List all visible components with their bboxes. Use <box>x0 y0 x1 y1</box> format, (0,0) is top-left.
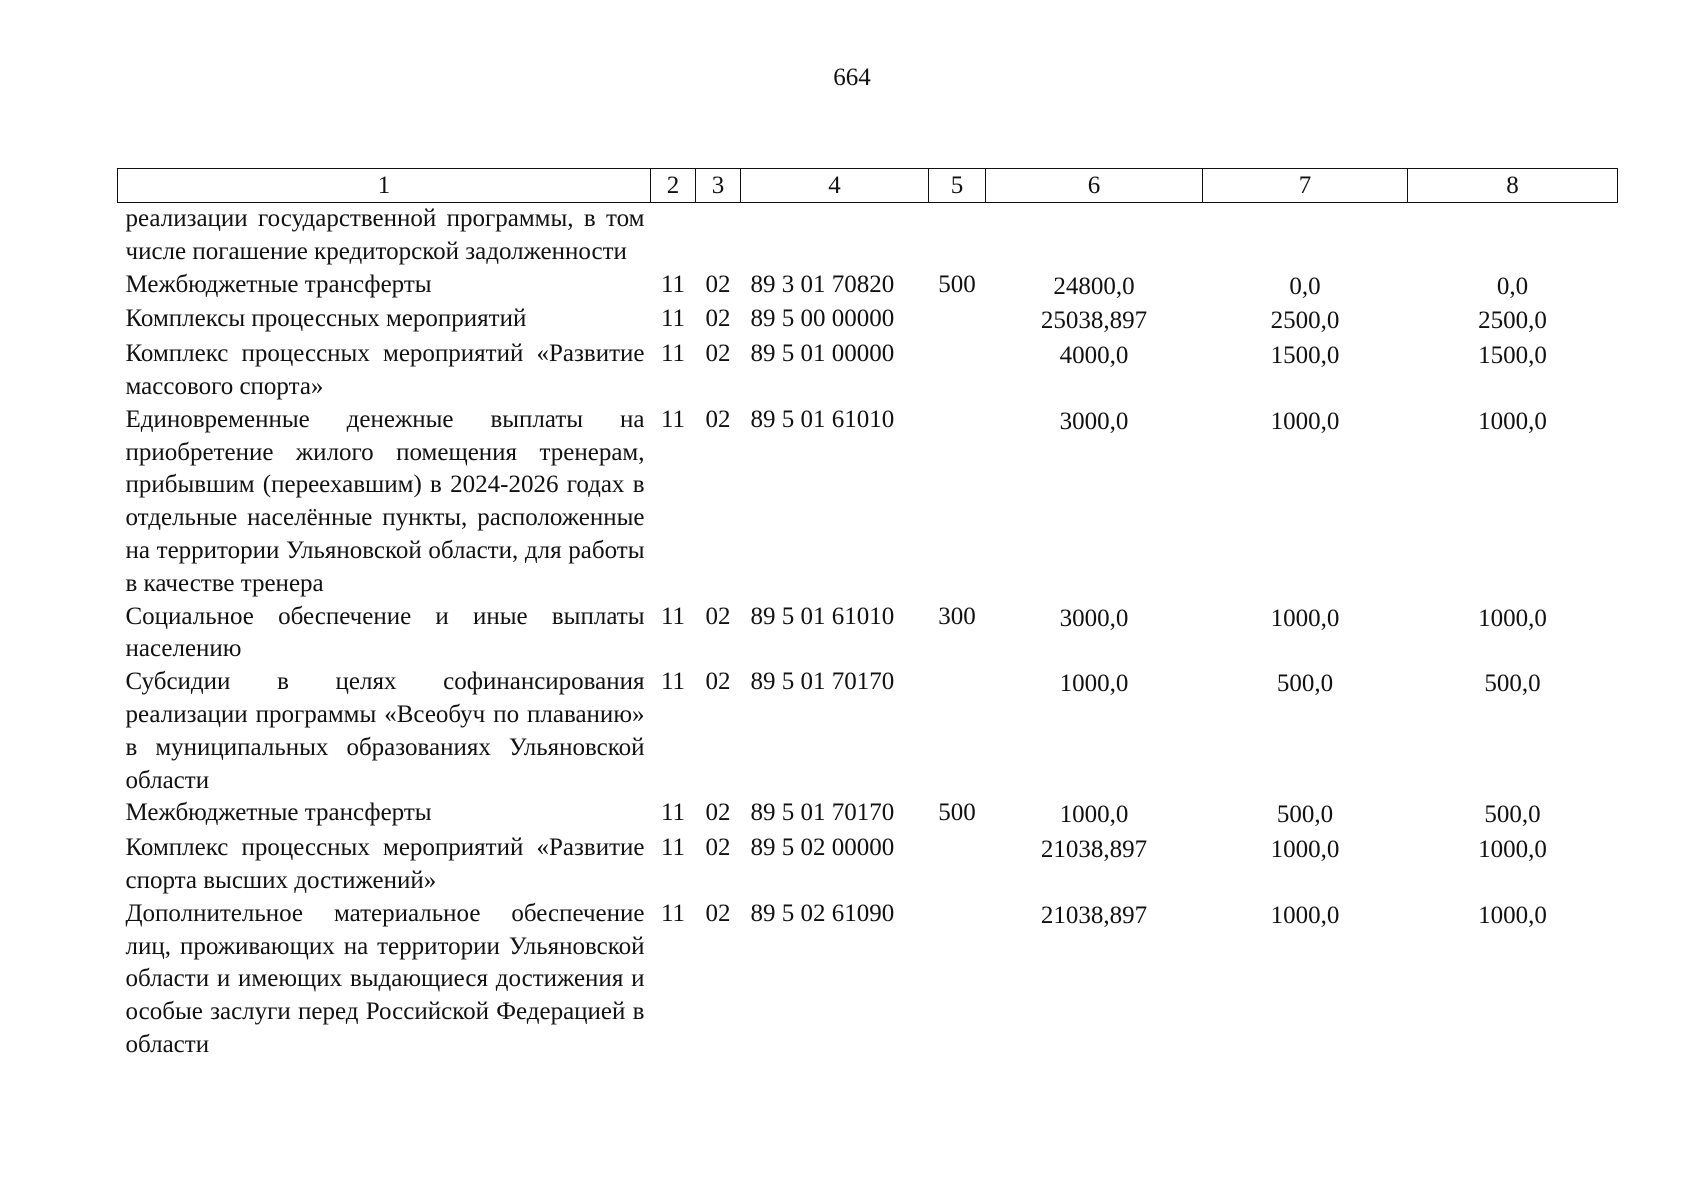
row-code: 89 5 01 00000 <box>750 340 895 368</box>
row-col-5 <box>929 203 986 269</box>
budget-table <box>117 168 1618 1062</box>
row-col-3: 02 <box>705 899 731 927</box>
row-code: 89 5 01 61010 <box>750 405 895 433</box>
row-col-6: 3000,0 <box>1059 604 1129 632</box>
row-col-8: 1000,0 <box>1478 901 1547 929</box>
row-col-5 <box>929 404 986 601</box>
header-col-5: 5 <box>929 169 986 203</box>
row-col-6: 3000,0 <box>1059 407 1129 435</box>
row-col-3: 02 <box>705 305 731 333</box>
header-col-3: 3 <box>696 169 741 203</box>
row-col-2: 11 <box>660 270 686 298</box>
row-col-7: 1000,0 <box>1270 604 1340 632</box>
row-col-2: 11 <box>660 340 686 368</box>
row-col-2: 11 <box>660 305 686 333</box>
row-col-5 <box>929 338 986 404</box>
row-col-5 <box>929 666 986 797</box>
row-col-8: 0,0 <box>1496 272 1529 300</box>
row-col-6: 1000,0 <box>1059 801 1129 829</box>
row-col-7: 500,0 <box>1276 801 1334 829</box>
row-col-2 <box>651 203 696 269</box>
table-row <box>118 797 1618 832</box>
table-row <box>118 601 1618 667</box>
page-number: 664 <box>833 64 871 91</box>
row-col-5 <box>929 303 986 338</box>
row-col-2: 11 <box>660 899 686 927</box>
table-row <box>118 338 1618 404</box>
header-col-2: 2 <box>651 169 696 203</box>
table-header-row <box>118 169 1618 203</box>
table-row <box>118 404 1618 601</box>
row-col-6: 4000,0 <box>1059 342 1129 370</box>
row-col-7: 500,0 <box>1276 670 1334 698</box>
row-description: Межбюджетные трансферты <box>125 799 432 827</box>
row-code: 89 5 01 61010 <box>750 602 895 630</box>
row-col-2: 11 <box>660 602 686 630</box>
table-row <box>118 898 1618 1062</box>
row-col-7: 0,0 <box>1289 272 1321 300</box>
row-description: реализации государственной программы, в том числе погашение кредиторской задолженности <box>125 205 645 265</box>
header-col-8: 8 <box>1408 169 1618 203</box>
row-col-2: 11 <box>660 799 686 827</box>
row-col-8: 1000,0 <box>1478 407 1547 435</box>
row-description: Комплексы процессных мероприятий <box>125 305 527 333</box>
row-code: 89 5 01 70170 <box>750 668 895 696</box>
row-col-6 <box>986 203 1203 269</box>
header-col-6: 6 <box>986 169 1203 203</box>
row-code: 89 5 01 70170 <box>750 799 895 827</box>
row-col-8 <box>1408 203 1618 269</box>
header-col-4: 4 <box>741 169 929 203</box>
row-col-5: 300 <box>938 602 976 630</box>
row-code: 89 3 01 70820 <box>750 270 895 298</box>
row-description: Социальное обеспечение и иные выплаты населению <box>125 602 645 663</box>
row-code <box>741 203 929 269</box>
row-description: Единовременные денежные выплаты на приобретение жилого помещения тренерам, прибывшим (переехавшим) в 2024-2026 годах в отдельные населённые пункты, расположенные на территории Ульяновской области, для работы в качестве тренера <box>125 405 645 597</box>
row-description: Комплекс процессных мероприятий «Развитие спорта высших достижений» <box>125 834 645 894</box>
row-col-5: 500 <box>938 270 976 298</box>
row-code: 89 5 02 00000 <box>750 834 895 862</box>
table-row <box>118 832 1618 898</box>
table-row <box>118 269 1618 304</box>
row-col-7: 1000,0 <box>1270 901 1340 929</box>
row-description: Межбюджетные трансферты <box>125 270 432 298</box>
row-col-3: 02 <box>705 340 731 368</box>
row-col-3: 02 <box>705 602 731 630</box>
row-description: Комплекс процессных мероприятий «Развитие массового спорта» <box>125 340 645 400</box>
row-col-3: 02 <box>705 668 731 696</box>
row-col-6: 1000,0 <box>1059 670 1129 698</box>
row-description: Дополнительное материальное обеспечение лиц, проживающих на территории Ульяновской области и имеющих выдающиеся достижения и особые заслуги перед Российской Федерацией в области <box>125 899 645 1058</box>
table-row <box>118 666 1618 797</box>
row-col-6: 24800,0 <box>1053 272 1135 300</box>
header-col-7: 7 <box>1203 169 1408 203</box>
table-row <box>118 303 1618 338</box>
row-code: 89 5 02 61090 <box>750 899 895 927</box>
row-code: 89 5 00 00000 <box>750 305 895 333</box>
row-col-2: 11 <box>660 668 686 696</box>
header-col-1: 1 <box>118 169 651 203</box>
row-col-3: 02 <box>705 270 731 298</box>
row-col-7: 1000,0 <box>1270 836 1340 864</box>
row-col-3: 02 <box>705 799 731 827</box>
row-col-5 <box>929 898 986 1062</box>
row-col-3 <box>696 203 741 269</box>
row-col-8: 1500,0 <box>1478 342 1547 370</box>
row-col-2: 11 <box>660 834 686 862</box>
row-col-6: 21038,897 <box>1040 836 1148 864</box>
row-col-2: 11 <box>660 405 686 433</box>
row-col-7: 2500,0 <box>1270 307 1340 335</box>
row-description: Субсидии в целях софинансирования реализации программы «Всеобуч по плаванию» в муниципальных образованиях Ульяновской области <box>125 668 645 794</box>
row-col-8: 1000,0 <box>1478 836 1547 864</box>
table-row <box>118 203 1618 269</box>
row-col-7 <box>1203 203 1408 269</box>
row-col-8: 2500,0 <box>1478 307 1547 335</box>
row-col-6: 21038,897 <box>1040 901 1148 929</box>
row-col-6: 25038,897 <box>1040 307 1148 335</box>
row-col-8: 500,0 <box>1484 801 1541 829</box>
row-col-5: 500 <box>938 799 976 827</box>
row-col-7: 1000,0 <box>1270 407 1340 435</box>
row-col-5 <box>929 832 986 898</box>
row-col-8: 1000,0 <box>1478 604 1547 632</box>
row-col-3: 02 <box>705 405 731 433</box>
row-col-8: 500,0 <box>1484 670 1541 698</box>
row-col-7: 1500,0 <box>1270 342 1340 370</box>
row-col-3: 02 <box>705 834 731 862</box>
